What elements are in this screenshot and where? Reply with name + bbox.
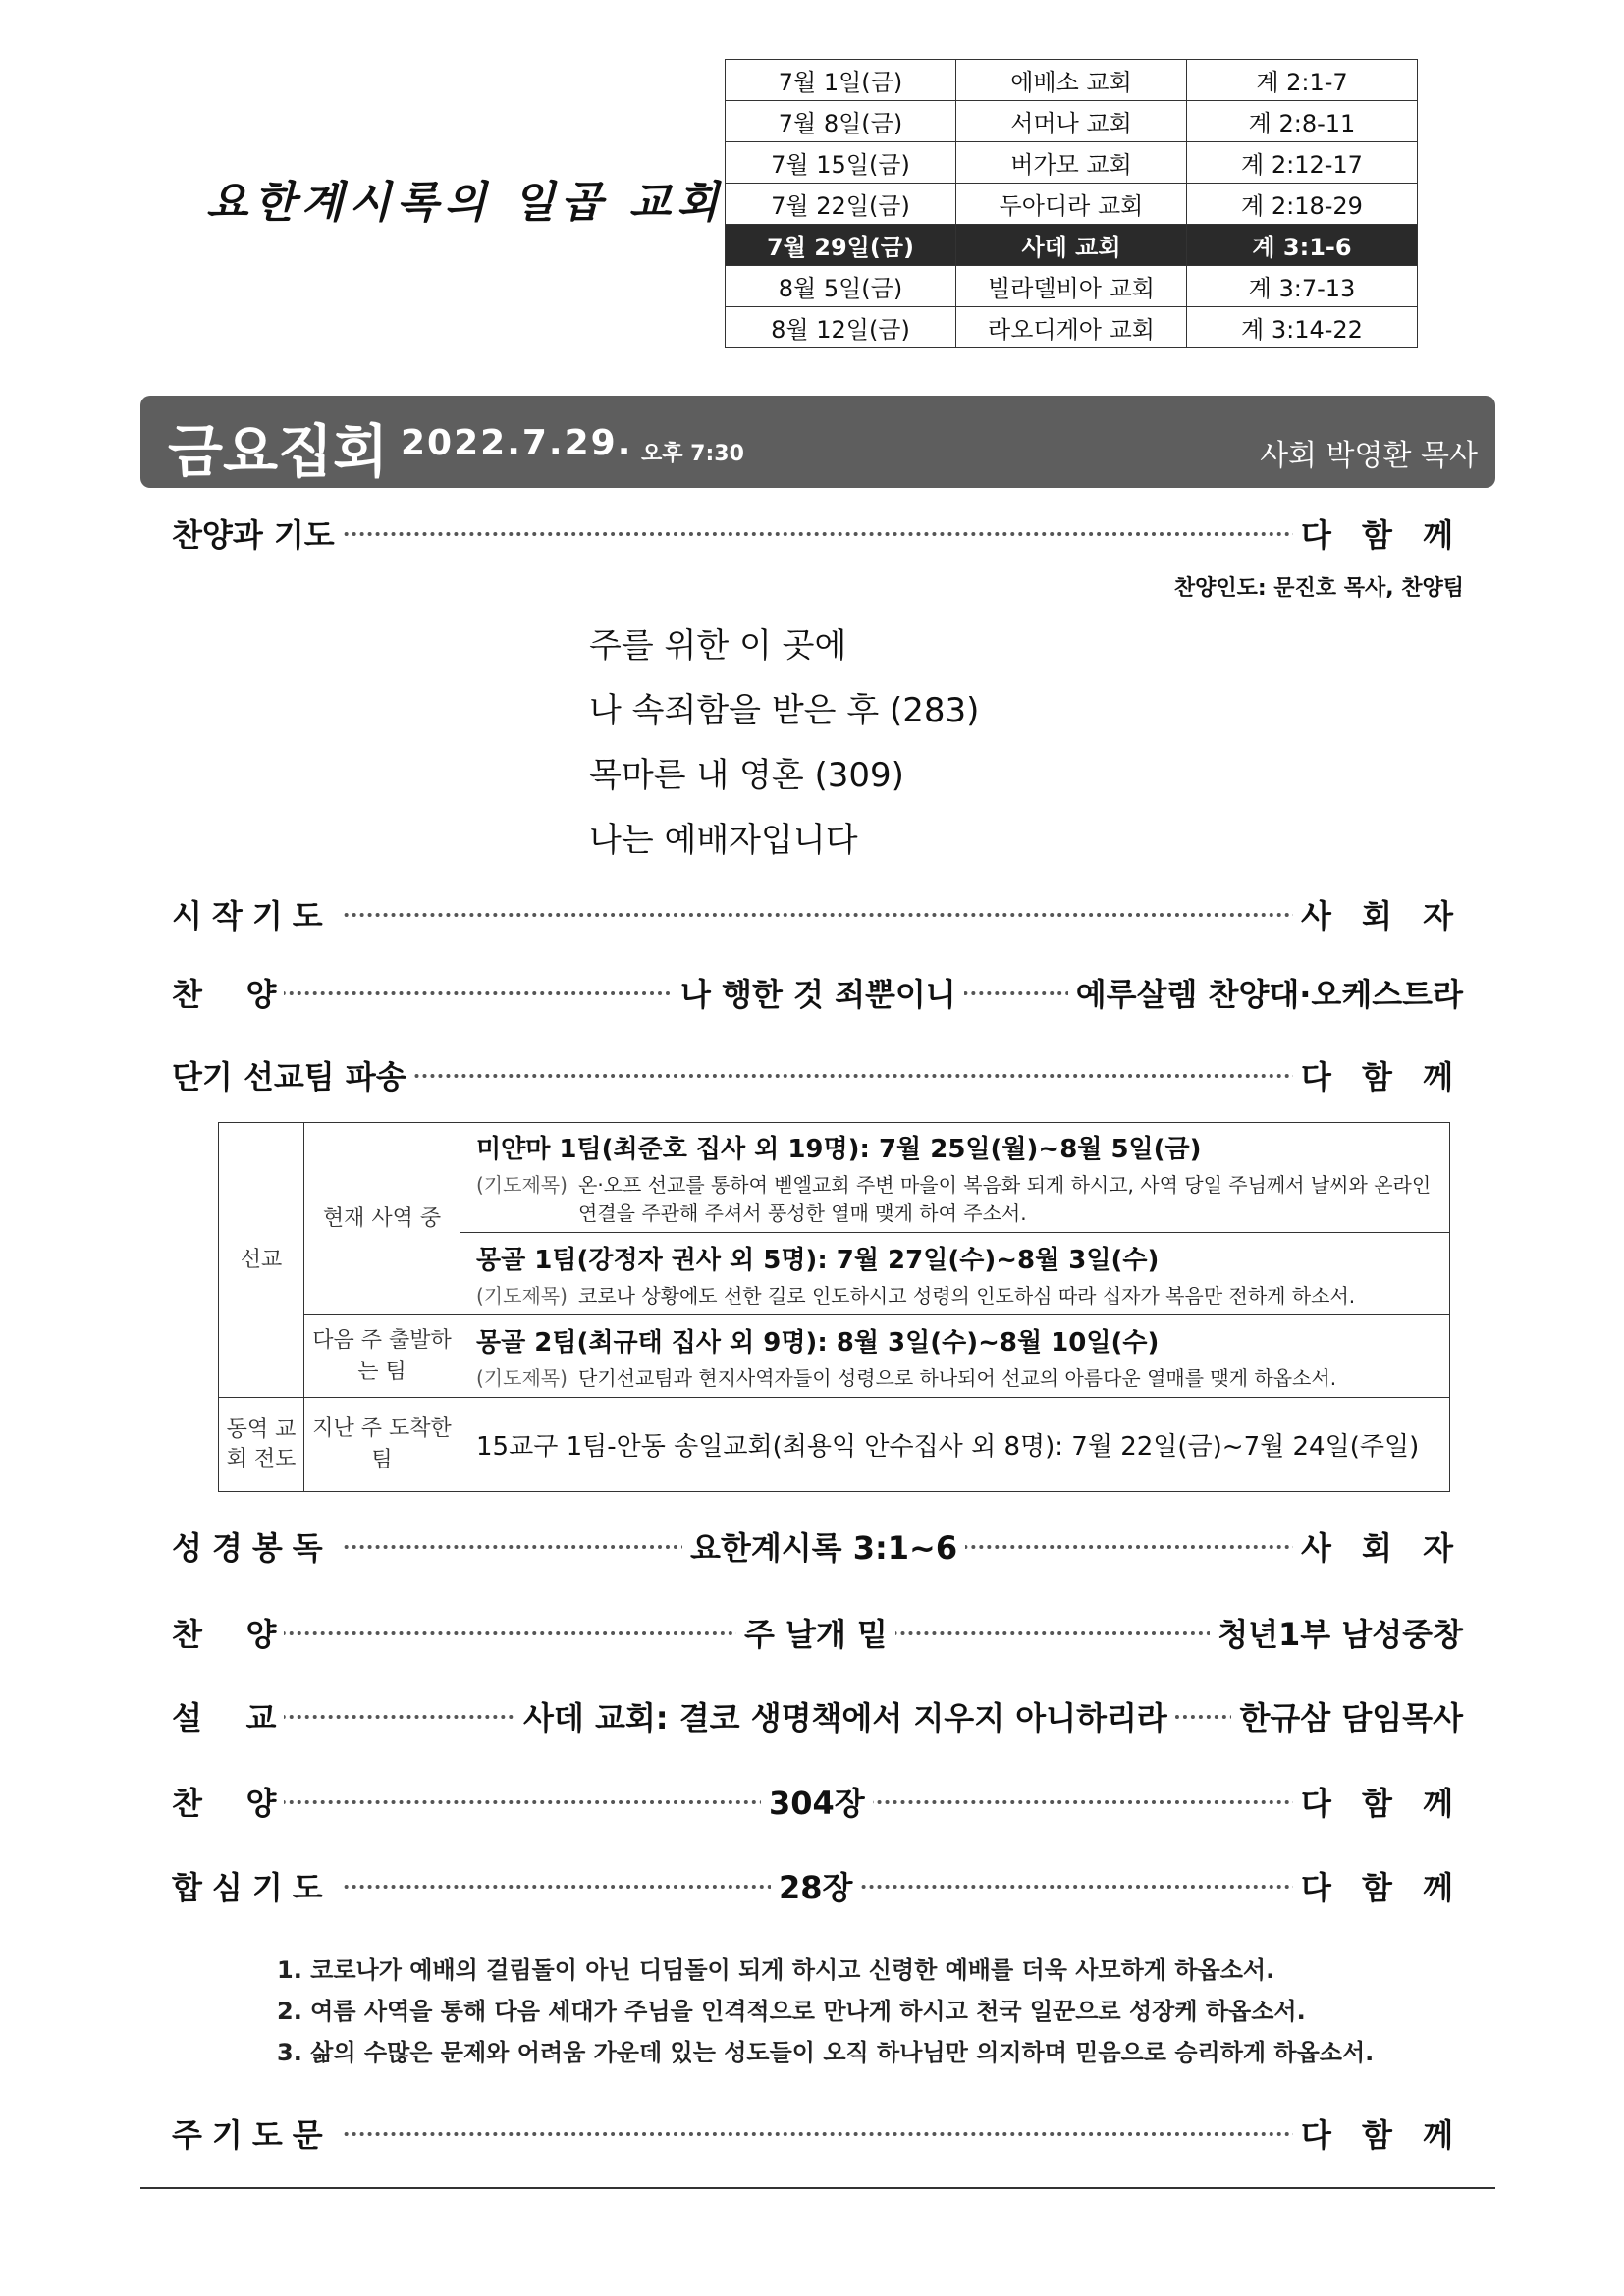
hymn-item: 나는 예배자입니다 — [589, 821, 858, 860]
order-leader: 예루살렘 찬양대·오케스트라 — [1068, 970, 1463, 1015]
order-mission-send — [172, 1052, 1463, 1101]
service-header-bar — [140, 396, 1495, 488]
schedule-date: 8월 5일(금) — [726, 266, 956, 307]
schedule-row — [726, 142, 1418, 184]
team-prayer: 온·오프 선교를 통하여 벧엘교회 주변 마을이 복음화 되게 하시고, 사역 당일 주님께서 날씨와 온라인 연결을 주관해 주셔서 풍성한 열매 맺게 하여 주소서. — [578, 1173, 1432, 1225]
schedule-row — [726, 225, 1418, 266]
order-label: 찬 양 — [172, 1779, 284, 1824]
schedule-ref: 계 3:1-6 — [1187, 225, 1418, 266]
schedule-row — [726, 101, 1418, 142]
order-label: 시작기도 — [172, 891, 341, 936]
series-title: 요한계시록의 일곱 교회 — [206, 178, 725, 228]
schedule-date: 8월 12일(금) — [726, 307, 956, 348]
schedule-ref: 계 2:12-17 — [1187, 142, 1418, 184]
mission-subcategory: 다음 주 출발하는 팀 — [304, 1315, 460, 1398]
schedule-row — [726, 266, 1418, 307]
order-sermon — [172, 1693, 1463, 1742]
order-title: 나 행한 것 죄뿐이니 — [673, 970, 964, 1015]
schedule-row — [726, 307, 1418, 348]
schedule-church: 라오디게아 교회 — [956, 307, 1187, 348]
order-hymn — [172, 1779, 1463, 1828]
prayer-point: 3. 삶의 수많은 문제와 어려움 가운데 있는 성도들이 오직 하나님만 의지하며 믿음으로 승리하게 하옵소서. — [277, 2039, 1375, 2066]
order-leader: 다 함 께 — [1293, 1052, 1463, 1097]
prayer-point: 1. 코로나가 예배의 걸림돌이 아닌 디딤돌이 되게 하시고 신령한 예배를 더욱 사모하게 하옵소서. — [277, 1956, 1275, 1984]
team-title: 미얀마 1팀(최준호 집사 외 19명): 7월 25일(월)~8월 5일(금) — [476, 1135, 1202, 1164]
schedule-ref: 계 3:14-22 — [1187, 307, 1418, 348]
hymn-list — [589, 614, 979, 873]
order-leader: 청년1부 남성중창 — [1210, 1610, 1463, 1655]
schedule-church: 서머나 교회 — [956, 101, 1187, 142]
mission-category: 선교 — [219, 1123, 304, 1398]
prayer-points — [277, 1949, 1374, 2073]
prayer-label: (기도제목) — [476, 1173, 568, 1197]
order-leader: 한규삼 담임목사 — [1231, 1693, 1463, 1738]
schedule-ref: 계 3:7-13 — [1187, 266, 1418, 307]
hymn-item: 주를 위한 이 곳에 — [589, 626, 847, 666]
service-time: 오후 7:30 — [641, 442, 744, 466]
mission-team-row — [460, 1233, 1450, 1315]
schedule-church: 빌라델비아 교회 — [956, 266, 1187, 307]
mission-category: 동역 교회 전도 — [219, 1398, 304, 1492]
hymn-item: 목마른 내 영혼 (309) — [589, 756, 904, 795]
team-prayer: 단기선교팀과 현지사역자들이 성령으로 하나되어 선교의 아름다운 열매를 맺게 하옵소서. — [578, 1365, 1337, 1390]
order-title: 28장 — [771, 1863, 860, 1908]
schedule-church: 두아디라 교회 — [956, 184, 1187, 225]
service-title: 금요집회 — [168, 418, 389, 485]
mission-team-row — [460, 1398, 1450, 1492]
order-leader: 사 회 자 — [1293, 1523, 1463, 1569]
order-opening-prayer — [172, 891, 1463, 940]
order-praise-prayer — [172, 510, 1463, 560]
schedule-ref: 계 2:18-29 — [1187, 184, 1418, 225]
schedule-row — [726, 60, 1418, 101]
service-date: 2022.7.29. — [401, 423, 633, 463]
schedule-date: 7월 8일(금) — [726, 101, 956, 142]
team-title: 몽골 2팀(최규태 집사 외 9명): 8월 3일(수)~8월 10일(수) — [476, 1327, 1160, 1358]
order-leader: 다 함 께 — [1293, 510, 1463, 556]
mission-teams-table — [218, 1122, 1450, 1492]
order-leader: 사 회 자 — [1293, 891, 1463, 936]
order-label: 주기도문 — [172, 2110, 341, 2156]
schedule-ref: 계 2:8-11 — [1187, 101, 1418, 142]
order-title: 주 날개 밑 — [736, 1610, 895, 1655]
order-label: 찬 양 — [172, 1610, 284, 1655]
prayer-point: 2. 여름 사역을 통해 다음 세대가 주님을 인격적으로 만나게 하시고 천국 일꾼으로 성장케 하옵소서. — [277, 1998, 1306, 2025]
hymn-item: 나 속죄함을 받은 후 (283) — [589, 691, 980, 730]
order-title: 요한계시록 3:1~6 — [682, 1523, 965, 1569]
schedule-date: 7월 22일(금) — [726, 184, 956, 225]
schedule-church: 버가모 교회 — [956, 142, 1187, 184]
order-label: 단기 선교팀 파송 — [172, 1052, 414, 1097]
mission-subcategory: 현재 사역 중 — [304, 1123, 460, 1315]
order-unison-prayer — [172, 1863, 1463, 1912]
order-label: 성경봉독 — [172, 1523, 341, 1569]
mission-team-row — [460, 1315, 1450, 1398]
team-title: 15교구 1팀-안동 송일교회(최용익 안수집사 외 8명): 7월 22일(금)~7월 24일(주일) — [476, 1432, 1420, 1462]
prayer-label: (기도제목) — [476, 1283, 568, 1308]
series-schedule-table — [725, 59, 1418, 348]
schedule-church: 사데 교회 — [956, 225, 1187, 266]
order-special-praise-2 — [172, 1610, 1463, 1659]
order-title: 사데 교회: 결코 생명책에서 지우지 아니하리라 — [515, 1693, 1175, 1738]
order-label: 찬양과 기도 — [172, 510, 343, 556]
schedule-ref: 계 2:1-7 — [1187, 60, 1418, 101]
mission-subcategory: 지난 주 도착한 팀 — [304, 1398, 460, 1492]
team-title: 몽골 1팀(강정자 권사 외 5명): 7월 27일(수)~8월 3일(수) — [476, 1245, 1160, 1275]
schedule-date: 7월 15일(금) — [726, 142, 956, 184]
order-leader: 다 함 께 — [1293, 2110, 1463, 2156]
schedule-church: 에베소 교회 — [956, 60, 1187, 101]
schedule-row — [726, 184, 1418, 225]
prayer-label: (기도제목) — [476, 1365, 568, 1390]
order-label: 합심기도 — [172, 1863, 341, 1908]
order-lords-prayer — [172, 2110, 1463, 2160]
order-leader: 다 함 께 — [1293, 1863, 1463, 1908]
order-label: 찬 양 — [172, 970, 284, 1015]
schedule-date: 7월 29일(금) — [726, 225, 956, 266]
team-prayer: 코로나 상황에도 선한 길로 인도하시고 성령의 인도하심 따라 십자가 복음만 전하게 하소서. — [578, 1283, 1356, 1308]
order-label: 설 교 — [172, 1693, 284, 1738]
mission-team-row — [460, 1123, 1450, 1233]
order-scripture — [172, 1523, 1463, 1573]
service-presider: 사회 박영환 목사 — [1260, 439, 1478, 473]
schedule-date: 7월 1일(금) — [726, 60, 956, 101]
bottom-divider — [140, 2187, 1495, 2189]
praise-lead-note: 찬양인도: 문진호 목사, 찬양팀 — [1173, 576, 1464, 601]
order-leader: 다 함 께 — [1293, 1779, 1463, 1824]
order-title: 304장 — [761, 1779, 873, 1824]
order-special-praise-1 — [172, 970, 1463, 1019]
